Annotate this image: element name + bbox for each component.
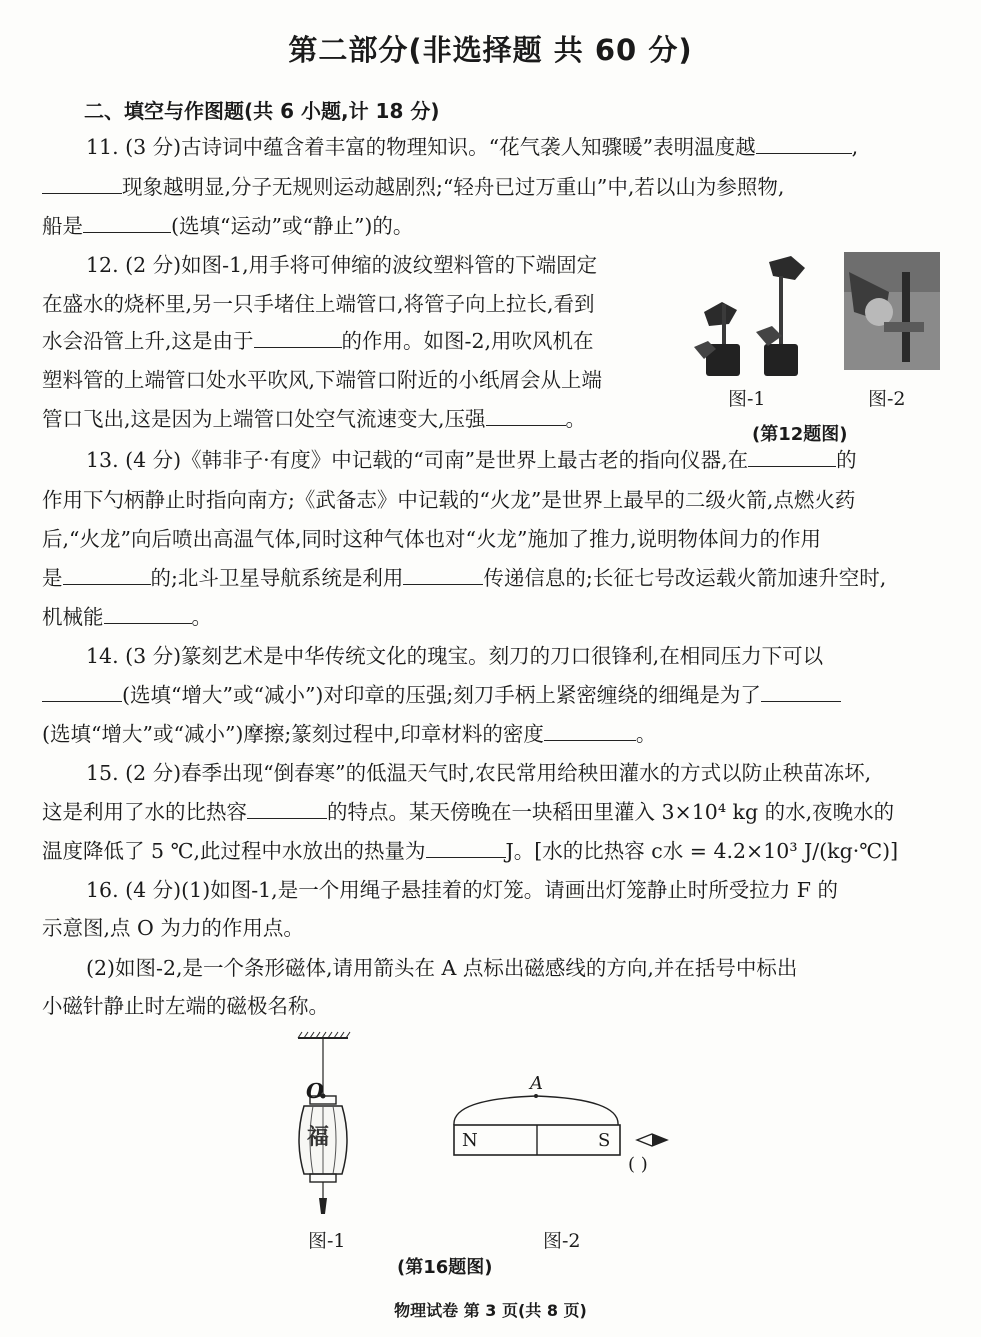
q12-figures <box>684 252 944 392</box>
q13-text-4b: 的;北斗卫星导航系统是利用 <box>150 566 404 590</box>
answer-blank[interactable] <box>83 212 171 233</box>
part-title: 第二部分(非选择题 共 60 分) <box>288 33 693 67</box>
q13-line-2: 作用下勺柄静止时指向南方;《武备志》中记载的“火龙”是世界上最早的二级火箭,点燃火药 <box>42 488 856 512</box>
q13-text-4a: 是 <box>42 566 63 590</box>
field-line <box>454 1096 618 1125</box>
q15-text-3a: 温度降低了 5 ℃,此过程中水放出的热量为 <box>42 839 426 863</box>
lantern-character: 福 <box>307 1124 330 1150</box>
answer-blank[interactable] <box>247 798 327 819</box>
q12-text-5b: 。 <box>565 407 587 431</box>
magnet-n-label: N <box>462 1130 478 1151</box>
q13-text-1b: 的 <box>836 448 857 472</box>
q14-line-2 <box>42 681 841 709</box>
q12-line-3 <box>42 327 594 355</box>
q12-figure-caption: (第12题图) <box>752 424 848 445</box>
page-footer: 物理试卷 第 3 页(共 8 页) <box>394 1301 587 1320</box>
q15-text-2b: 的特点。某天傍晚在一块稻田里灌入 3×10⁴ kg 的水,夜晚水的 <box>327 800 895 824</box>
answer-blank[interactable] <box>544 720 636 741</box>
q13-line-4 <box>42 564 886 592</box>
answer-blank[interactable] <box>761 681 841 702</box>
q16-fig1-label: 图-1 <box>308 1230 346 1252</box>
answer-blank[interactable] <box>63 564 151 585</box>
answer-blank[interactable] <box>403 564 483 585</box>
q16-figure-caption: (第16题图) <box>397 1257 493 1278</box>
q14-text-2a: (选填“增大”或“减小”)对印章的压强;刻刀手柄上紧密缠绕的细绳是为了 <box>122 683 761 707</box>
answer-blank[interactable] <box>104 603 192 624</box>
q14-text-3b: 。 <box>635 722 657 746</box>
q16-line-2: 示意图,点 O 为力的作用点。 <box>42 916 304 940</box>
point-a-label: A <box>530 1073 543 1094</box>
q11-text-1b: , <box>851 135 859 159</box>
answer-blank[interactable] <box>426 837 506 858</box>
q15-line-1: 15. (2 分)春季出现“倒春寒”的低温天气时,农民常用给秧田灌水的方式以防止秧苗冻坏, <box>86 761 872 785</box>
q13-line-5 <box>42 603 212 631</box>
answer-blank[interactable] <box>42 681 122 702</box>
magnet-s-label: S <box>598 1130 611 1151</box>
q12-text-3a: 水会沿管上升,这是由于 <box>42 329 254 353</box>
point-o-label: O <box>306 1079 324 1103</box>
fig1-photo <box>686 252 836 382</box>
q13-text-5b: 。 <box>191 605 212 629</box>
answer-blank[interactable] <box>486 405 566 426</box>
q16-fig2-label: 图-2 <box>543 1230 581 1252</box>
tassel <box>319 1198 327 1214</box>
answer-blank[interactable] <box>748 446 836 467</box>
q14-line-3 <box>42 720 656 748</box>
q15-line-3 <box>42 837 898 865</box>
q11-text-1a: 11. (3 分)古诗词中蕴含着丰富的物理知识。“花气袭人知骤暖”表明温度越 <box>86 135 756 159</box>
q14-line-1: 14. (3 分)篆刻艺术是中华传统文化的瑰宝。刻刀的刀口很锋利,在相同压力下可以 <box>86 644 824 668</box>
answer-blank[interactable] <box>254 327 342 348</box>
q11-text-3a: 船是 <box>42 214 83 238</box>
q15-line-2 <box>42 798 894 826</box>
q14-text-3a: (选填“增大”或“减小”)摩擦;篆刻过程中,印章材料的密度 <box>42 722 544 746</box>
q16-line-4: 小磁针静止时左端的磁极名称。 <box>42 994 329 1018</box>
q13-text-4c: 传递信息的;长征七号改运载火箭加速升空时, <box>483 566 887 590</box>
fig2-photo <box>844 252 940 370</box>
q12-figure-drawing <box>684 252 944 392</box>
q12-text-5a: 管口飞出,这是因为上端管口处空气流速变大,压强 <box>42 407 486 431</box>
q11-line-3 <box>42 212 413 240</box>
answer-blank[interactable] <box>756 133 852 154</box>
q12-fig1-label: 图-1 <box>728 388 766 410</box>
q11-text-3b: (选填“运动”或“静止”)的。 <box>171 214 414 238</box>
answer-blank[interactable] <box>42 173 122 194</box>
q12-line-5 <box>42 405 586 433</box>
lantern-figure[interactable] <box>280 1030 380 1220</box>
q15-text-3b: J。[水的比热容 c水 = 4.2×10³ J/(kg·℃)] <box>505 839 899 863</box>
q15-text-2a: 这是利用了水的比热容 <box>42 800 247 824</box>
q12-line-1: 12. (2 分)如图-1,用手将可伸缩的波纹塑料管的下端固定 <box>86 253 598 277</box>
q12-line-4: 塑料管的上端管口处水平吹风,下端管口附近的小纸屑会从上端 <box>42 368 603 392</box>
q13-line-3: 后,“火龙”向后喷出高温气体,同时这种气体也对“火龙”施加了推力,说明物体间力的作用 <box>42 527 821 551</box>
q12-text-3b: 的作用。如图-2,用吹风机在 <box>341 329 594 353</box>
q13-line-1 <box>86 446 857 474</box>
pole-answer-bracket[interactable]: ( ) <box>628 1154 648 1175</box>
q13-text-5a: 机械能 <box>42 605 104 629</box>
q16-line-3: (2)如图-2,是一个条形磁体,请用箭头在 A 点标出磁感线的方向,并在括号中标出 <box>86 956 798 980</box>
q13-text-1a: 13. (4 分)《韩非子·有度》中记载的“司南”是世界上最古老的指向仪器,在 <box>86 448 749 472</box>
q12-line-2: 在盛水的烧杯里,另一只手堵住上端管口,将管子向上拉长,看到 <box>42 292 595 316</box>
q16-line-1: 16. (4 分)(1)如图-1,是一个用绳子悬挂着的灯笼。请画出灯笼静止时所受拉力 F 的 <box>86 878 838 902</box>
q11-line-1 <box>86 133 858 161</box>
q12-fig2-label: 图-2 <box>868 388 906 410</box>
q11-line-2 <box>42 173 784 201</box>
q11-text-2: 现象越明显,分子无规则运动越剧烈;“轻舟已过万重山”中,若以山为参照物, <box>122 175 785 199</box>
section-heading: 二、填空与作图题(共 6 小题,计 18 分) <box>84 99 440 123</box>
